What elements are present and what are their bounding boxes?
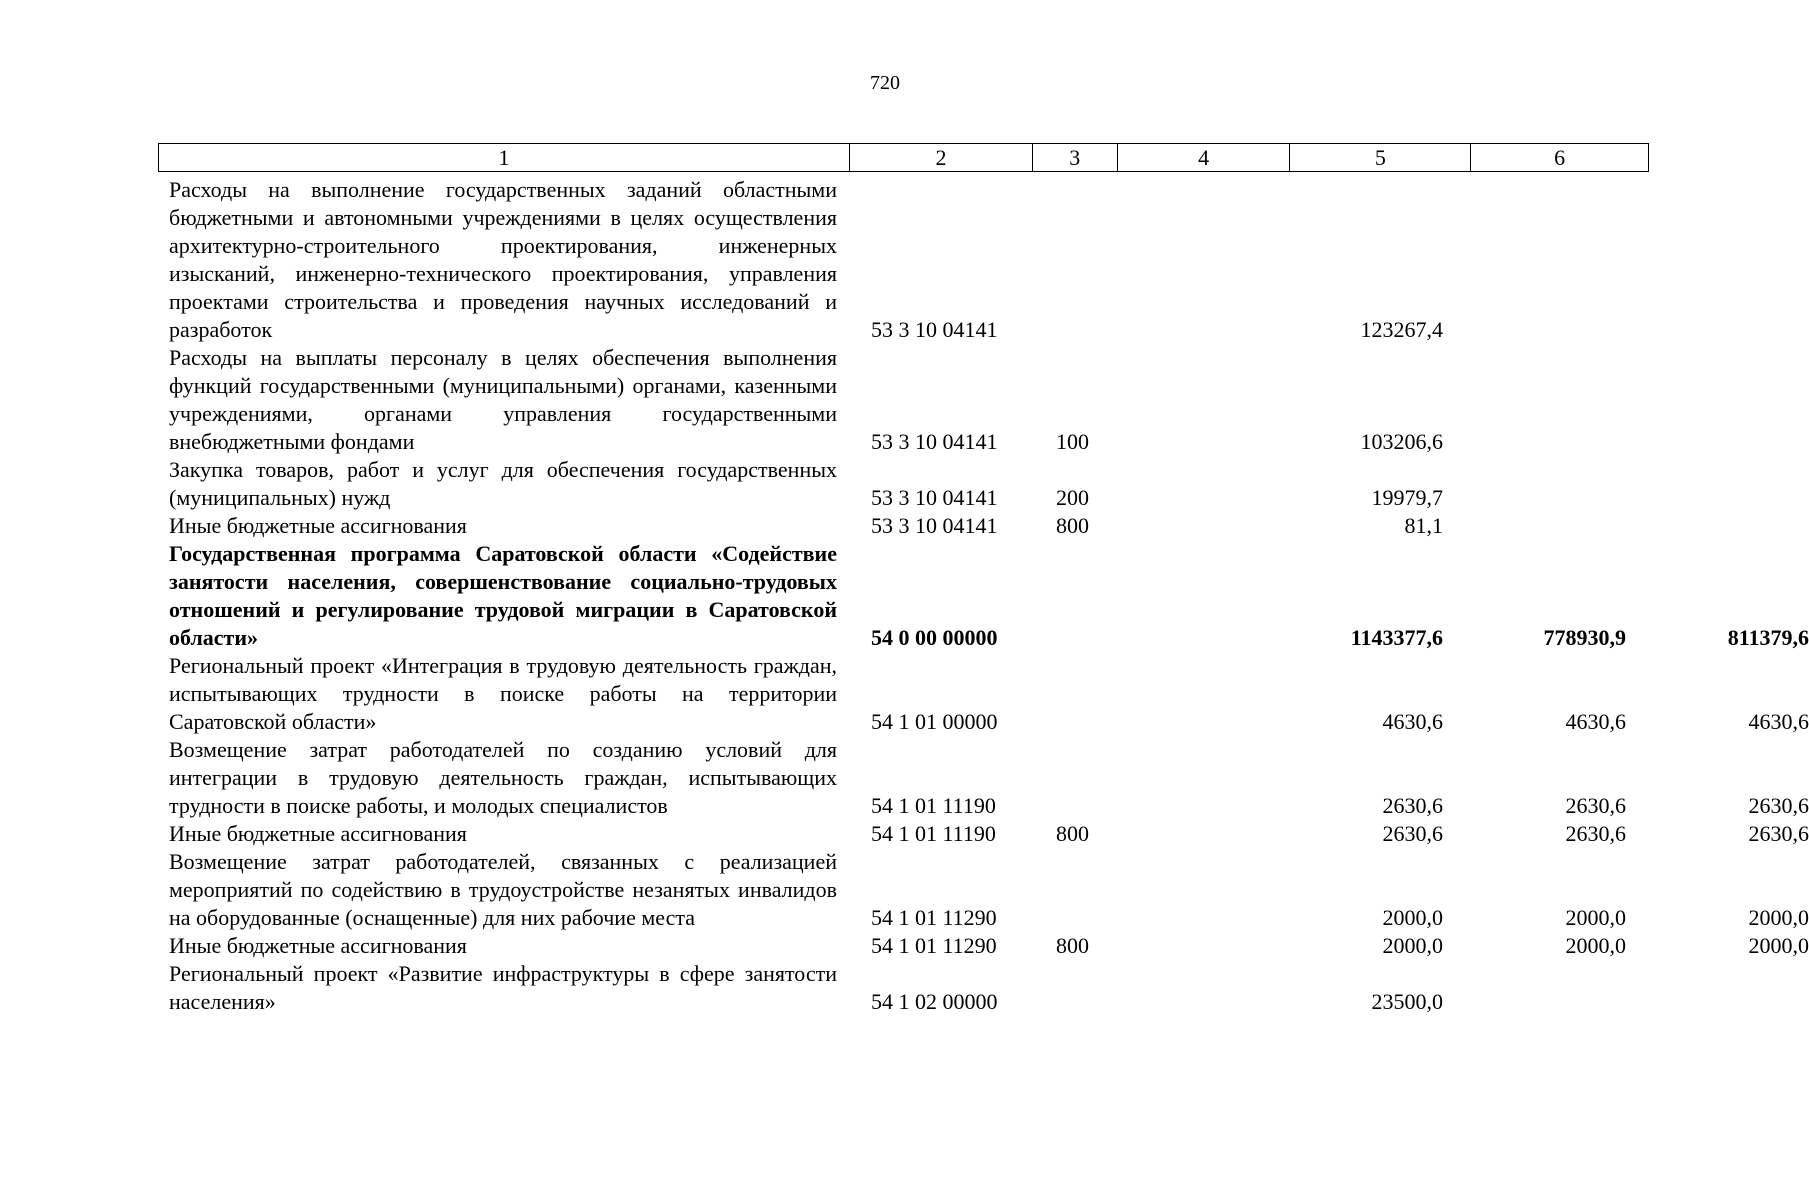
table-header — [158, 143, 1649, 172]
row-description: Иные бюджетные ассигнования — [169, 821, 467, 846]
row-code: 53 3 10 04141 — [871, 317, 998, 342]
row-value-col4: 4630,6 — [1382, 709, 1443, 734]
row-value-col4: 19979,7 — [1371, 485, 1443, 510]
row-value-col5: 2630,6 — [1565, 821, 1626, 846]
table-row — [169, 176, 1643, 344]
row-value-col4: 2000,0 — [1382, 933, 1443, 958]
row-description: Иные бюджетные ассигнования — [169, 933, 467, 958]
table-row — [169, 456, 1643, 512]
row-value-col5: 2630,6 — [1565, 793, 1626, 818]
row-expense-type: 800 — [1056, 821, 1089, 846]
table-row — [169, 540, 1809, 652]
row-expense-type: 800 — [1056, 933, 1089, 958]
row-value-col4: 23500,0 — [1371, 989, 1443, 1014]
row-code: 53 3 10 04141 — [871, 513, 998, 538]
table-row — [169, 512, 1643, 540]
row-value-col6: 2000,0 — [1748, 905, 1809, 930]
row-value-col5: 778930,9 — [1543, 625, 1626, 650]
header-cell-5: 5 — [1289, 144, 1470, 171]
row-value-col6: 2630,6 — [1748, 793, 1809, 818]
row-code: 54 1 01 11290 — [871, 905, 997, 930]
table-row — [169, 736, 1809, 820]
row-value-col5: 4630,6 — [1565, 709, 1626, 734]
row-code: 54 1 02 00000 — [871, 989, 998, 1014]
table-row — [169, 848, 1809, 932]
table-row — [169, 960, 1643, 1016]
row-code: 53 3 10 04141 — [871, 429, 998, 454]
row-description: Возмещение затрат работодателей, связанных с реализацией мероприятий по содействию в трудоустройстве незанятых инвалидов на оборудованные (оснащенные) для них рабочие места — [169, 849, 837, 930]
row-value-col4: 1143377,6 — [1350, 625, 1443, 650]
table-row — [169, 820, 1809, 848]
row-value-col5: 2000,0 — [1565, 933, 1626, 958]
row-value-col4: 81,1 — [1404, 513, 1443, 538]
header-cell-3: 3 — [1032, 144, 1117, 171]
row-value-col4: 2630,6 — [1382, 821, 1443, 846]
row-expense-type: 100 — [1056, 429, 1089, 454]
row-code: 54 1 01 11190 — [871, 793, 996, 818]
row-code: 53 3 10 04141 — [871, 485, 998, 510]
table-row — [169, 932, 1809, 960]
row-value-col6: 811379,6 — [1727, 625, 1809, 650]
page-number: 720 — [870, 72, 900, 94]
row-expense-type: 200 — [1056, 485, 1089, 510]
row-code: 54 1 01 11290 — [871, 933, 997, 958]
row-description: Расходы на выполнение государственных заданий областными бюджетными и автономными учреждениями в целях осуществления архитектурно-строительного проектирования, инженерных изысканий, инженерно-технического проектирования, управления проектами строительства и проведения научных исследований и разработок — [169, 177, 837, 342]
row-description: Закупка товаров, работ и услуг для обеспечения государственных (муниципальных) нужд — [169, 457, 837, 510]
row-value-col6: 4630,6 — [1748, 709, 1809, 734]
row-value-col6: 2630,6 — [1748, 821, 1809, 846]
row-description: Государственная программа Саратовской области «Содействие занятости населения, совершенствование социально-трудовых отношений и регулирование трудовой миграции в Саратовской области» — [169, 541, 837, 650]
table-body — [169, 176, 1809, 1016]
row-description: Возмещение затрат работодателей по созданию условий для интеграции в трудовую деятельность граждан, испытывающих трудности в поиске работы, и молодых специалистов — [169, 737, 837, 818]
row-value-col4: 123267,4 — [1360, 317, 1443, 342]
header-cell-4: 4 — [1117, 144, 1290, 171]
table-row — [169, 344, 1643, 456]
row-value-col4: 2000,0 — [1382, 905, 1443, 930]
header-cell-6: 6 — [1470, 144, 1648, 171]
row-value-col4: 103206,6 — [1360, 429, 1443, 454]
row-code: 54 1 01 00000 — [871, 709, 998, 734]
row-description: Расходы на выплаты персоналу в целях обеспечения выполнения функций государственными (муниципальными) органами, казенными учреждениями, органами управления государственными внебюджетными фондами — [169, 345, 837, 454]
row-description: Иные бюджетные ассигнования — [169, 513, 467, 538]
row-value-col5: 2000,0 — [1565, 905, 1626, 930]
table-row — [169, 652, 1809, 736]
row-value-col6: 2000,0 — [1748, 933, 1809, 958]
row-value-col4: 2630,6 — [1382, 793, 1443, 818]
row-code: 54 1 01 11190 — [871, 821, 996, 846]
header-cell-2: 2 — [849, 144, 1032, 171]
row-code: 54 0 00 00000 — [871, 625, 998, 650]
row-description: Региональный проект «Интеграция в трудовую деятельность граждан, испытывающих трудности в поиске работы на территории Саратовской области» — [169, 653, 837, 734]
row-description: Региональный проект «Развитие инфраструктуры в сфере занятости населения» — [169, 961, 837, 1014]
row-expense-type: 800 — [1056, 513, 1089, 538]
header-cell-1: 1 — [498, 145, 510, 170]
